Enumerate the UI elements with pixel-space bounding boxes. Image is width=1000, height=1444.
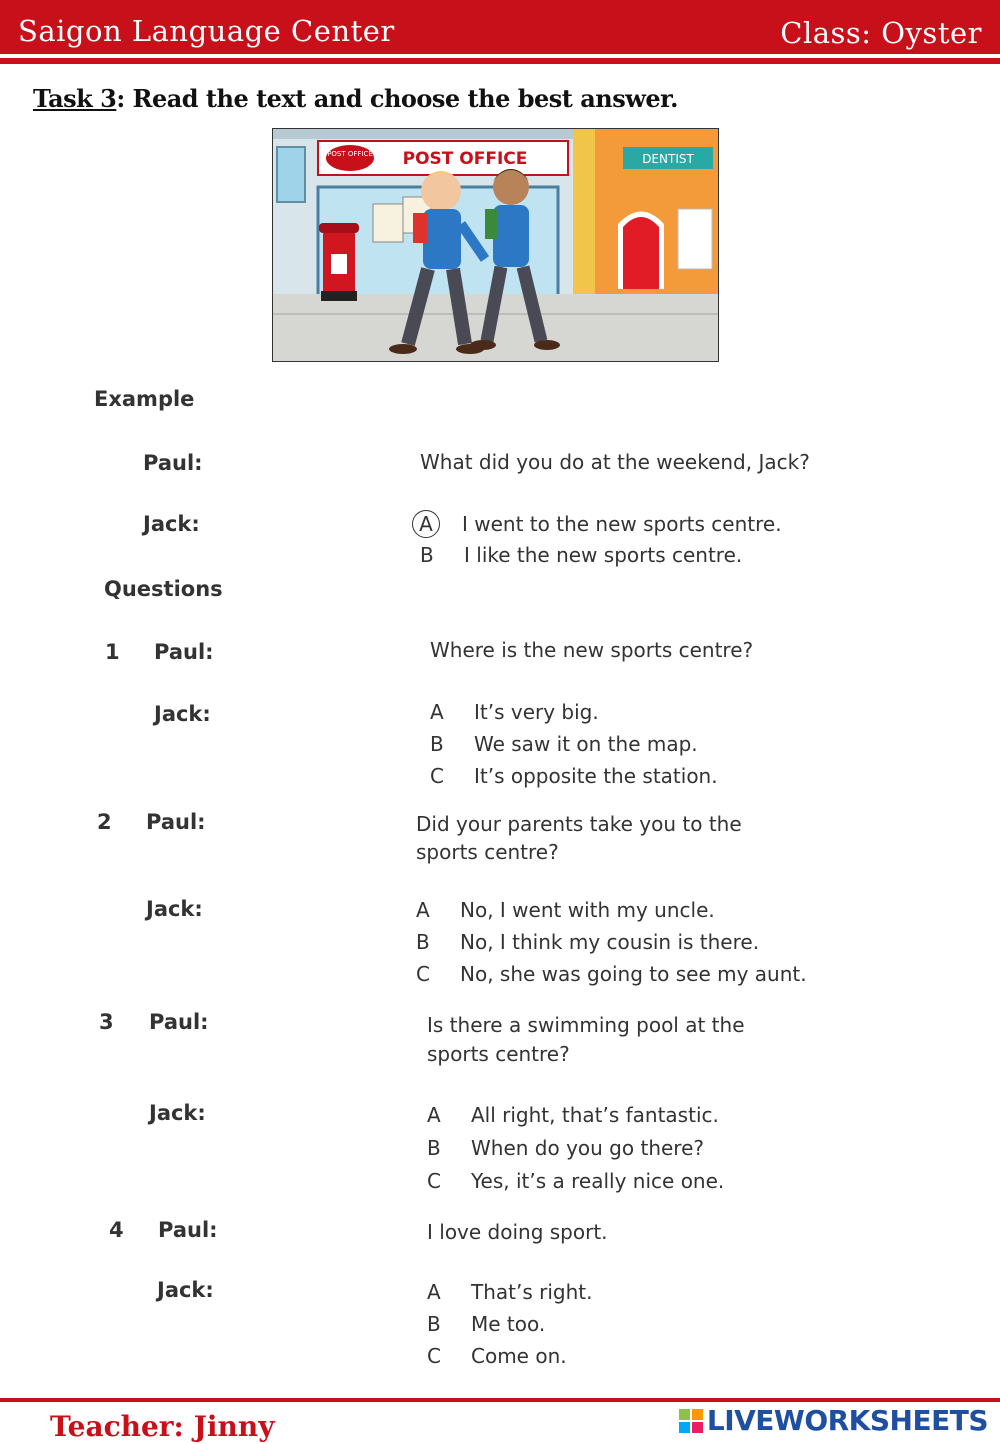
option-text: Come on. <box>471 1344 567 1368</box>
option-text: That’s right. <box>471 1280 593 1304</box>
question-4-paul-label: Paul: <box>158 1218 218 1242</box>
example-option-b-text: I like the new sports centre. <box>464 543 743 567</box>
option-letter: C <box>427 1169 441 1193</box>
question-1-jack-label: Jack: <box>154 702 211 726</box>
header-bar <box>0 0 1000 54</box>
question-4-number: 4 <box>109 1218 124 1242</box>
question-1-option-a[interactable] <box>430 700 599 724</box>
question-1-option-c[interactable] <box>430 764 718 788</box>
option-text: We saw it on the map. <box>474 732 698 756</box>
option-text: Me too. <box>471 1312 546 1336</box>
option-letter: A <box>427 1280 441 1304</box>
option-letter: C <box>416 962 430 986</box>
option-letter: B <box>427 1136 441 1160</box>
option-text: Yes, it’s a really nice one. <box>471 1169 725 1193</box>
class-label: Class: Oyster <box>780 16 982 50</box>
liveworksheets-icon <box>679 1409 703 1433</box>
option-letter: B <box>420 543 434 567</box>
question-4-option-b[interactable] <box>427 1312 545 1336</box>
option-text: It’s very big. <box>474 700 599 724</box>
liveworksheets-logo[interactable] <box>679 1404 988 1437</box>
task-number: Task 3 <box>33 84 117 113</box>
question-3-text-line-1: Is there a swimming pool at the <box>427 1013 745 1037</box>
street-scene-illustration <box>273 129 718 361</box>
option-letter: A <box>416 898 430 922</box>
question-3-option-b[interactable] <box>427 1136 704 1160</box>
example-question: What did you do at the weekend, Jack? <box>420 450 810 474</box>
question-2-text-line-2: sports centre? <box>416 840 559 864</box>
question-3-number: 3 <box>99 1010 114 1034</box>
question-3-paul-label: Paul: <box>149 1010 209 1034</box>
liveworksheets-brand: LIVEWORKSHEETS <box>706 1404 988 1437</box>
example-jack-label: Jack: <box>143 512 200 536</box>
question-1-option-b[interactable] <box>430 732 698 756</box>
example-option-a-text: I went to the new sports centre. <box>462 512 782 536</box>
question-2-paul-label: Paul: <box>146 810 206 834</box>
option-text: No, she was going to see my aunt. <box>460 962 807 986</box>
task-title <box>33 84 678 113</box>
question-1-number: 1 <box>105 640 120 664</box>
school-name: Saigon Language Center <box>18 14 395 48</box>
example-option-a <box>420 510 782 538</box>
option-letter: C <box>430 764 444 788</box>
option-text: All right, that’s fantastic. <box>471 1103 719 1127</box>
option-letter: B <box>416 930 430 954</box>
question-3-option-a[interactable] <box>427 1103 719 1127</box>
question-2-option-a[interactable] <box>416 898 715 922</box>
post-office-sign-text: POST OFFICE <box>402 149 528 169</box>
circled-answer-icon: A <box>412 510 440 538</box>
example-heading: Example <box>94 387 195 411</box>
option-letter: A <box>430 700 444 724</box>
question-1-text: Where is the new sports centre? <box>430 638 754 662</box>
teacher-name: Teacher: Jinny <box>50 1410 275 1443</box>
question-4-option-c[interactable] <box>427 1344 567 1368</box>
footer-divider <box>0 1398 1000 1402</box>
task-instruction: : Read the text and choose the best answer. <box>116 84 678 113</box>
option-text: No, I went with my uncle. <box>460 898 715 922</box>
option-text: When do you go there? <box>471 1136 704 1160</box>
question-3-text-line-2: sports centre? <box>427 1042 570 1066</box>
example-paul-label: Paul: <box>143 451 203 475</box>
question-2-text-line-1: Did your parents take you to the <box>416 812 742 836</box>
question-2-jack-label: Jack: <box>146 897 203 921</box>
option-letter: A <box>427 1103 441 1127</box>
question-4-text: I love doing sport. <box>427 1220 608 1244</box>
questions-heading: Questions <box>104 577 223 601</box>
option-text: No, I think my cousin is there. <box>460 930 760 954</box>
option-letter: B <box>430 732 444 756</box>
question-4-jack-label: Jack: <box>157 1278 214 1302</box>
question-2-option-b[interactable] <box>416 930 759 954</box>
question-2-option-c[interactable] <box>416 962 807 986</box>
example-option-b <box>420 543 742 567</box>
option-text: It’s opposite the station. <box>474 764 718 788</box>
dentist-sign-text: DENTIST <box>642 152 694 166</box>
post-office-logo-text: POST OFFICE <box>327 150 373 158</box>
header-divider <box>0 58 1000 64</box>
illustration <box>272 128 719 362</box>
option-letter: B <box>427 1312 441 1336</box>
question-1-paul-label: Paul: <box>154 640 214 664</box>
question-2-number: 2 <box>97 810 112 834</box>
question-3-option-c[interactable] <box>427 1169 724 1193</box>
question-4-option-a[interactable] <box>427 1280 592 1304</box>
question-3-jack-label: Jack: <box>149 1101 206 1125</box>
option-letter: C <box>427 1344 441 1368</box>
